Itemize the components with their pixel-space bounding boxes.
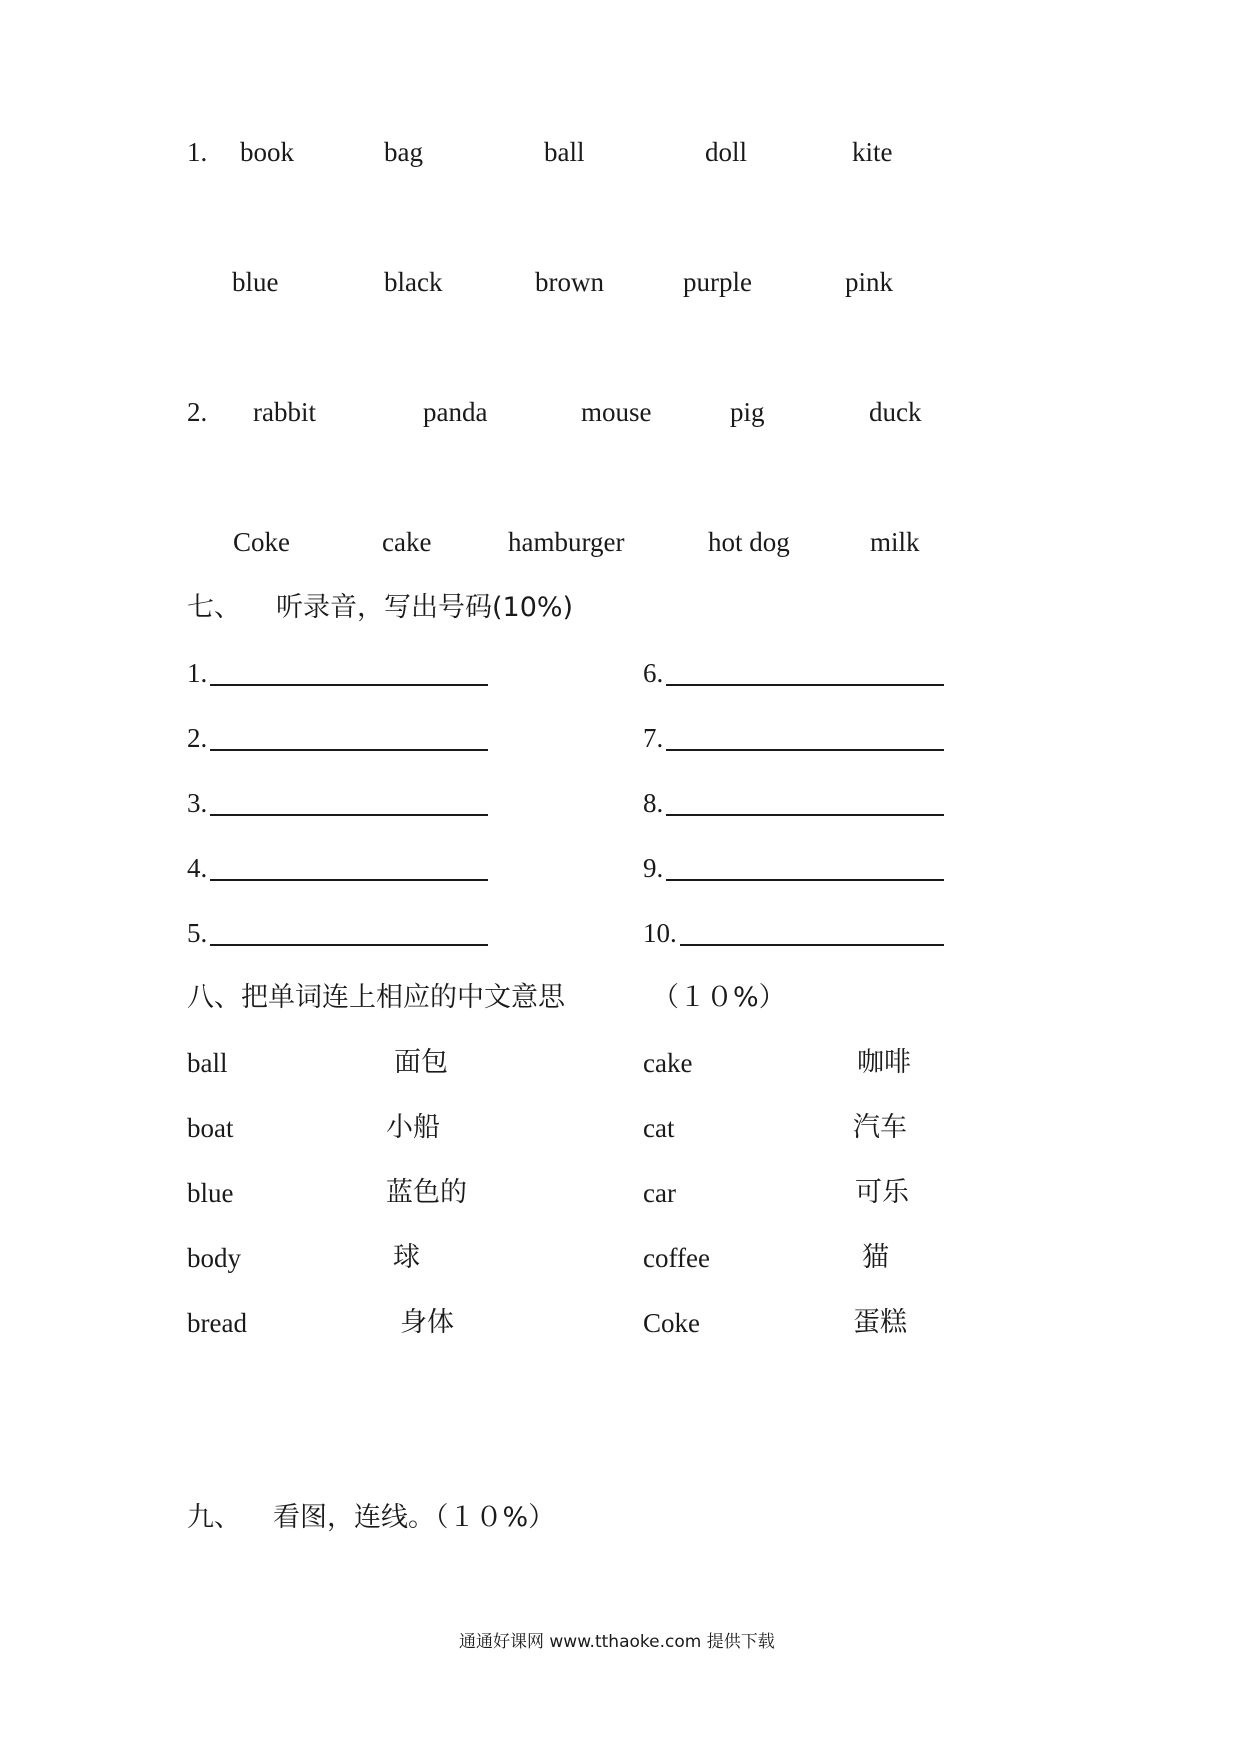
answer-blank-9[interactable]	[666, 879, 944, 881]
word-option: bag	[384, 137, 423, 167]
page-footer: 通通好课网 www.tthaoke.com 提供下载	[459, 1632, 775, 1652]
section-title: 看图，连线。（１０%）	[273, 1502, 556, 1533]
match-word[interactable]: ball	[187, 1048, 228, 1078]
match-meaning[interactable]: 猫	[862, 1242, 889, 1273]
blank-label: 4.	[187, 853, 208, 883]
match-word[interactable]: blue	[187, 1178, 234, 1208]
match-word[interactable]: bread	[187, 1308, 247, 1338]
match-meaning[interactable]: 蓝色的	[386, 1177, 467, 1208]
blank-label: 9.	[643, 853, 664, 883]
word-option: panda	[423, 397, 488, 427]
match-word[interactable]: coffee	[643, 1243, 710, 1273]
answer-blank-8[interactable]	[666, 814, 944, 816]
match-meaning[interactable]: 蛋糕	[853, 1307, 907, 1338]
match-meaning[interactable]: 小船	[386, 1112, 440, 1143]
answer-blank-3[interactable]	[210, 814, 488, 816]
match-meaning[interactable]: 可乐	[855, 1177, 909, 1208]
section-number: 九、	[187, 1502, 241, 1533]
match-word[interactable]: Coke	[643, 1308, 700, 1338]
word-option: duck	[869, 397, 922, 427]
word-option: rabbit	[253, 397, 316, 427]
word-option: ball	[544, 137, 585, 167]
blank-label: 6.	[643, 658, 664, 688]
match-meaning[interactable]: 汽车	[853, 1112, 907, 1143]
answer-blank-1[interactable]	[210, 684, 488, 686]
match-meaning[interactable]: 咖啡	[857, 1047, 911, 1078]
word-option: hamburger	[508, 527, 625, 557]
word-option: book	[240, 137, 294, 167]
match-meaning[interactable]: 身体	[400, 1307, 454, 1338]
match-word[interactable]: boat	[187, 1113, 234, 1143]
section-number: 七、	[187, 592, 241, 623]
section-title: 听录音，写出号码(10%)	[276, 592, 574, 623]
match-meaning[interactable]: 球	[393, 1242, 420, 1273]
word-option: kite	[852, 137, 893, 167]
blank-label: 3.	[187, 788, 208, 818]
word-option: cake	[382, 527, 432, 557]
blank-label: 8.	[643, 788, 664, 818]
match-word[interactable]: body	[187, 1243, 241, 1273]
word-option: mouse	[581, 397, 652, 427]
answer-blank-10[interactable]	[680, 944, 944, 946]
word-option: brown	[535, 267, 604, 297]
word-option: blue	[232, 267, 279, 297]
answer-blank-2[interactable]	[210, 749, 488, 751]
answer-blank-6[interactable]	[666, 684, 944, 686]
row-number: 1.	[187, 137, 208, 167]
blank-label: 1.	[187, 658, 208, 688]
word-option: milk	[870, 527, 920, 557]
match-meaning[interactable]: 面包	[394, 1047, 448, 1078]
match-word[interactable]: cake	[643, 1048, 693, 1078]
blank-label: 2.	[187, 723, 208, 753]
word-option: doll	[705, 137, 748, 167]
blank-label: 5.	[187, 918, 208, 948]
word-option: pink	[845, 267, 894, 297]
answer-blank-7[interactable]	[666, 749, 944, 751]
answer-blank-4[interactable]	[210, 879, 488, 881]
word-option: black	[384, 267, 443, 297]
word-option: Coke	[233, 527, 290, 557]
word-option: purple	[683, 267, 752, 297]
match-word[interactable]: car	[643, 1178, 676, 1208]
word-option: pig	[730, 397, 765, 427]
blank-label: 10.	[643, 918, 677, 948]
section-title: 八、把单词连上相应的中文意思	[187, 982, 565, 1013]
blank-label: 7.	[643, 723, 664, 753]
row-number: 2.	[187, 397, 208, 427]
answer-blank-5[interactable]	[210, 944, 488, 946]
match-word[interactable]: cat	[643, 1113, 675, 1143]
word-option: hot dog	[708, 527, 790, 557]
section-score: （１０%）	[652, 982, 786, 1013]
